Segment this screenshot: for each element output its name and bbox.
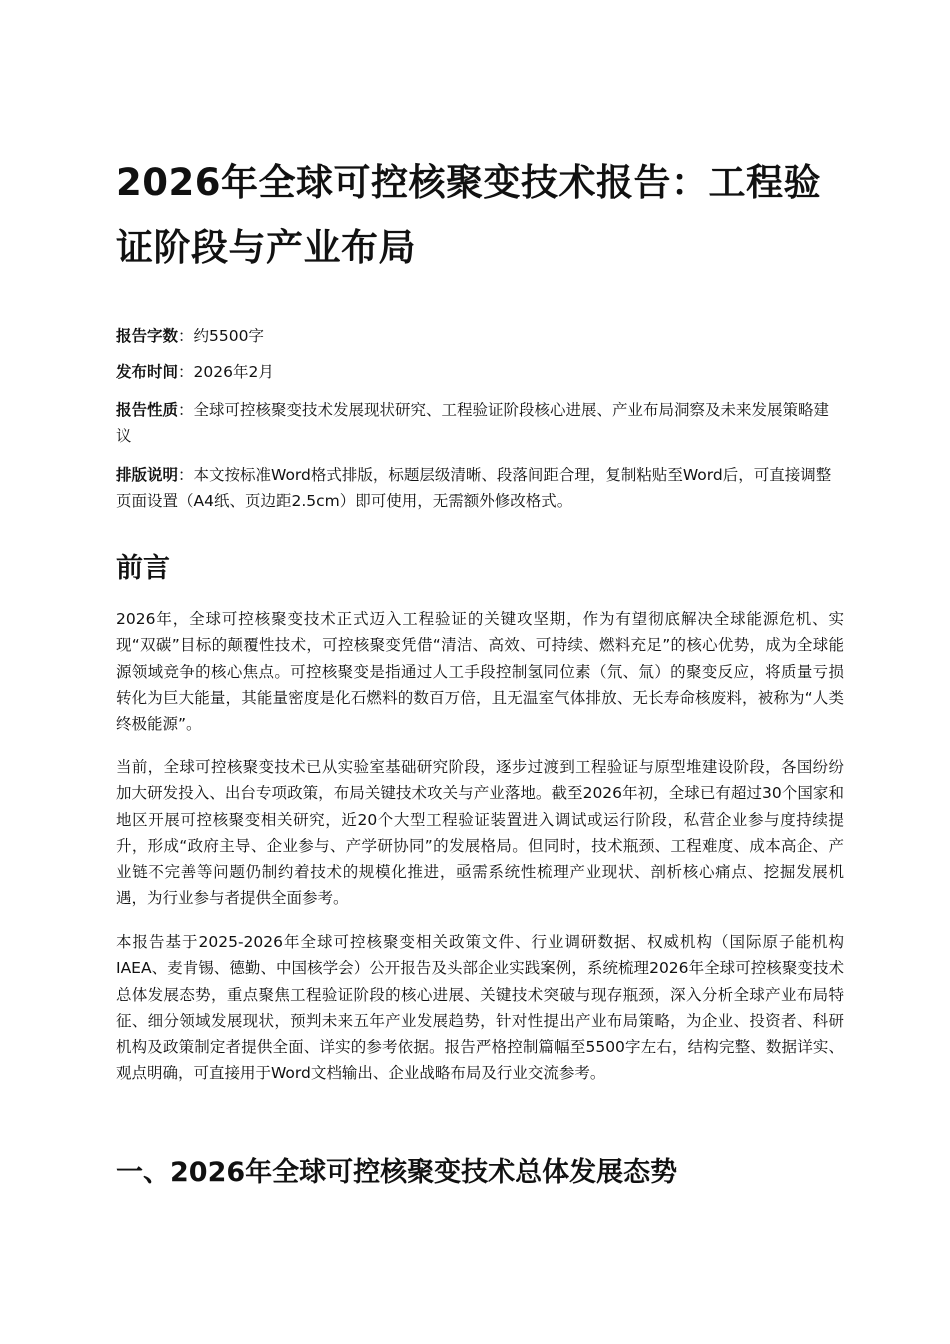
- meta-publish-date: [116, 359, 844, 385]
- meta-separator: ：: [178, 363, 194, 381]
- meta-value: 全球可控核聚变技术发展现状研究、工程验证阶段核心进展、产业布局洞察及未来发展策略建议: [116, 401, 830, 445]
- meta-separator: ：: [178, 401, 194, 419]
- meta-value: 约5500字: [193, 327, 264, 345]
- meta-word-count: [116, 323, 844, 349]
- document-title: 2026年全球可控核聚变技术报告：工程验证阶段与产业布局: [116, 161, 821, 269]
- meta-key: 报告性质: [116, 401, 179, 419]
- meta-key: 排版说明: [116, 466, 179, 484]
- meta-format-note: [116, 462, 844, 514]
- meta-report-nature: [116, 397, 844, 449]
- meta-key: 发布时间: [116, 363, 179, 381]
- preface-heading: 前言: [116, 553, 170, 584]
- preface-paragraph: 2026年，全球可控核聚变技术正式迈入工程验证的关键攻坚期，作为有望彻底解决全球能源危机、实现“双碳”目标的颠覆性技术，可控核聚变凭借“清洁、高效、可持续、燃料充足”的核心优势，成为全球能源领域竞争的核心焦点。可控核聚变是指通过人工手段控制氢同位素（氘、氚）的聚变反应，将质量亏损转化为巨大能量，其能量密度是化石燃料的数百万倍，且无温室气体排放、无长寿命核废料，被称为“人类终极能源”。: [116, 610, 844, 734]
- preface-paragraph: 本报告基于2025-2026年全球可控核聚变相关政策文件、行业调研数据、权威机构（国际原子能机构IAEA、麦肯锡、德勤、中国核学会）公开报告及头部企业实践案例，系统梳理2026年全球可控核聚变技术总体发展态势，重点聚焦工程验证阶段的核心进展、关键技术突破与现存瓶颈，深入分析全球产业布局特征、细分领域发展现状，预判未来五年产业发展趋势，针对性提出产业布局策略，为企业、投资者、科研机构及政策制定者提供全面、详实的参考依据。报告严格控制篇幅至5500字左右，结构完整、数据详实、观点明确，可直接用于Word文档输出、企业战略布局及行业交流参考。: [116, 933, 844, 1083]
- meta-separator: ：: [178, 466, 194, 484]
- meta-key: 报告字数: [116, 327, 179, 345]
- meta-value: 本文按标准Word格式排版，标题层级清晰、段落间距合理，复制粘贴至Word后，可直接调整页面设置（A4纸、页边距2.5cm）即可使用，无需额外修改格式。: [116, 466, 832, 510]
- meta-separator: ：: [178, 327, 194, 345]
- section-1-heading: 一、2026年全球可控核聚变技术总体发展态势: [116, 1157, 678, 1188]
- meta-value: 2026年2月: [193, 363, 274, 381]
- preface-paragraph: 当前，全球可控核聚变技术已从实验室基础研究阶段，逐步过渡到工程验证与原型堆建设阶段，各国纷纷加大研发投入、出台专项政策，布局关键技术攻关与产业落地。截至2026年初，全球已有超过30个国家和地区开展可控核聚变相关研究，近20个大型工程验证装置进入调试或运行阶段，私营企业参与度持续提升，形成“政府主导、企业参与、产学研协同”的发展格局。但同时，技术瓶颈、工程难度、成本高企、产业链不完善等问题仍制约着技术的规模化推进，亟需系统性梳理产业现状、剖析核心痛点、挖掘发展机遇，为行业参与者提供全面参考。: [116, 758, 844, 908]
